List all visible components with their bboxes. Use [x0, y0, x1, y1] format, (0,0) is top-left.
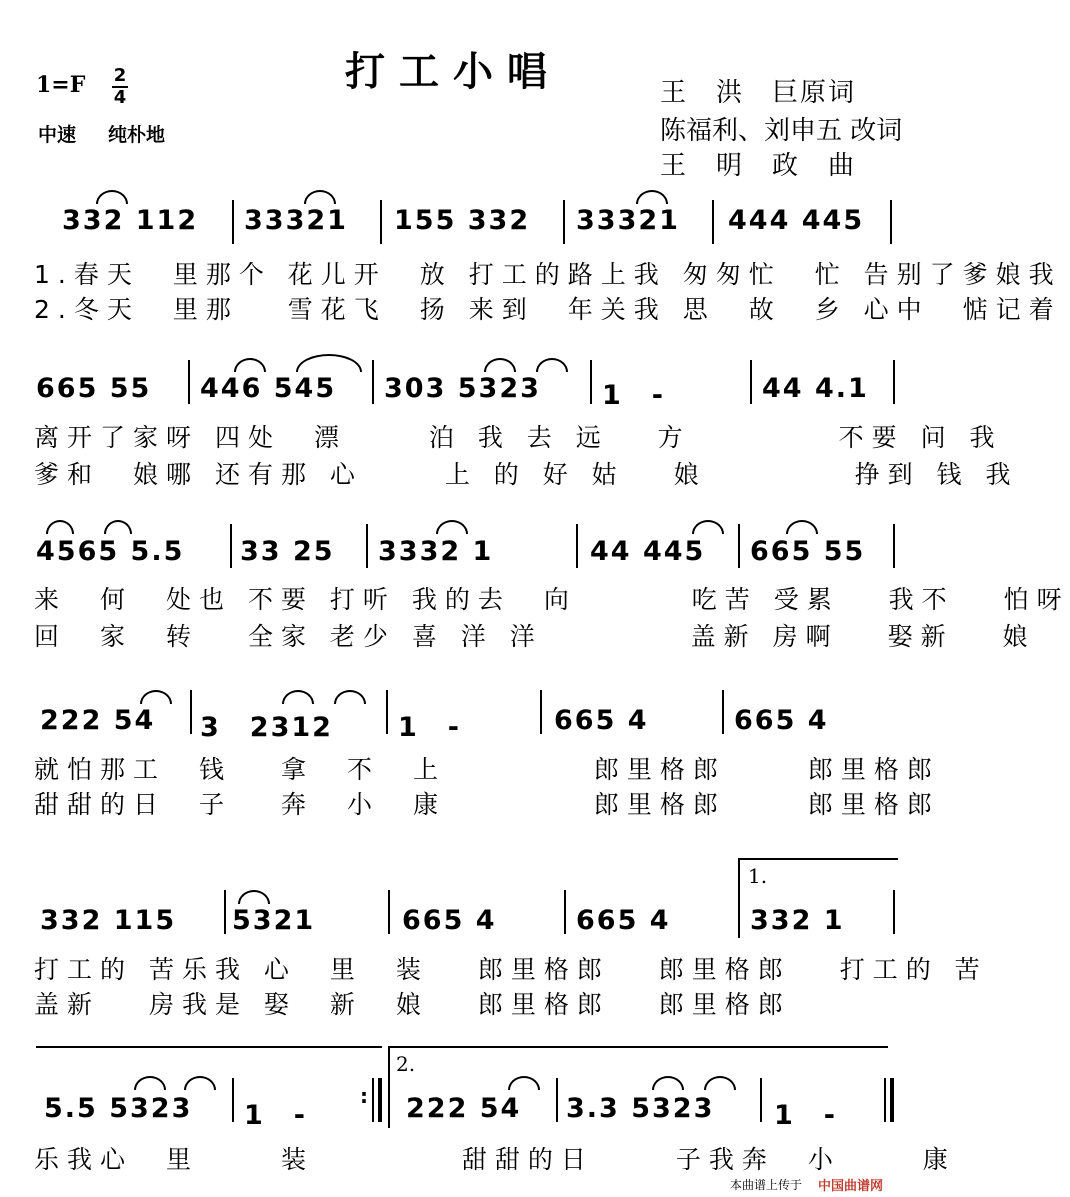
first-ending-label: 1.	[748, 864, 768, 888]
slur-mark	[436, 520, 468, 534]
lyrics-verse-1: 离开了家呀 四处 漂 泊 我 去 远 方 不要 问 我	[34, 423, 1003, 452]
slur-mark	[692, 520, 724, 534]
slur-mark	[484, 358, 516, 372]
site-logo: 中国曲谱网	[818, 1179, 884, 1194]
final-bar-line	[890, 1078, 894, 1122]
measure-notes: 3 2312	[200, 712, 333, 743]
slur-mark	[134, 1076, 166, 1090]
lyrics-verse-1: 来 何 处也 不要 打听 我的去 向 吃苦 受累 我不 怕呀	[34, 585, 1070, 614]
measure-notes: 33321	[244, 205, 348, 236]
bar-line	[366, 524, 368, 568]
bar-line	[722, 690, 724, 734]
slur-mark	[296, 354, 362, 372]
measure-notes: 5321	[232, 905, 316, 936]
measure-notes: 665 55	[36, 373, 152, 404]
upload-notice: 本曲谱上传于	[730, 1178, 803, 1192]
second-ending-label: 2.	[396, 1052, 416, 1076]
credit-composer: 王 明 政 曲	[660, 151, 857, 181]
slur-mark	[140, 690, 172, 704]
bar-line	[576, 524, 578, 568]
measure-notes: 3332 1	[378, 536, 494, 567]
meter-bottom: 4	[113, 87, 127, 108]
bar-line	[590, 360, 592, 404]
lyrics-verse-2: 甜甜的日 子 奔 小 康 郎里格郎 郎里格郎	[34, 790, 940, 819]
bar-line	[388, 890, 390, 934]
measure-notes: 222 54	[40, 705, 156, 736]
credit-original-lyricist: 王 洪 巨原词	[660, 78, 857, 108]
second-ending-left-edge	[388, 1046, 390, 1128]
bar-line	[893, 890, 895, 934]
measure-notes: 1 -	[398, 712, 461, 743]
measure-notes: 665 55	[750, 536, 866, 567]
slur-mark	[46, 520, 74, 534]
measure-notes: 33 25	[240, 536, 335, 567]
expression-marking: 纯朴地	[108, 124, 166, 146]
bar-line	[738, 524, 740, 568]
first-ending-continuation	[36, 1046, 382, 1048]
measure-notes: 332 1	[750, 905, 845, 936]
repeat-dots: :	[360, 1084, 368, 1108]
bar-line	[712, 200, 714, 244]
bar-line	[232, 1078, 234, 1122]
measure-notes: 444 445	[728, 205, 865, 236]
measure-notes: 332 115	[40, 905, 177, 936]
measure-notes: 4565 5.5	[36, 536, 185, 567]
measure-notes: 44 445	[590, 536, 706, 567]
measure-notes: 33321	[576, 205, 680, 236]
tempo-marking: 中速	[38, 124, 77, 146]
measure-notes: 665 4	[576, 905, 671, 936]
bar-line	[563, 200, 565, 244]
bar-line	[540, 690, 542, 734]
measure-notes: 5.5 5323	[44, 1093, 193, 1124]
bar-line	[556, 1078, 558, 1122]
lyrics-verse-2: 盖新 房我是 娶 新 娘 郎里格郎 郎里格郎	[34, 990, 791, 1019]
slur-mark	[652, 1076, 684, 1090]
measure-notes: 3.3 5323	[566, 1093, 715, 1124]
measure-notes: 155 332	[394, 205, 531, 236]
slur-mark	[234, 358, 266, 372]
slur-mark	[536, 358, 568, 372]
bar-line	[386, 690, 388, 734]
lyrics-verse-1: 乐我心 里 装 甜甜的日 子我奔 小 康	[34, 1145, 956, 1174]
bar-line-thick	[378, 1078, 382, 1122]
bar-line	[893, 360, 895, 404]
lyrics-verse-1: 1.春天 里那个 花儿开 放 打工的路上我 匆匆忙 忙 告别了爹娘我	[34, 260, 1062, 289]
measure-notes: 44 4.1	[762, 373, 869, 404]
bar-line	[232, 200, 234, 244]
measure-notes: 665 4	[402, 905, 497, 936]
credit-revising-lyricists: 陈福利、刘申五 改词	[660, 116, 903, 146]
measure-notes: 446 545	[200, 373, 337, 404]
slur-mark	[282, 690, 314, 704]
lyrics-verse-1: 打工的 苦乐我 心 里 装 郎里格郎 郎里格郎 打工的 苦	[34, 955, 988, 984]
bar-line	[224, 890, 226, 934]
bar-line	[760, 1078, 762, 1122]
first-ending-left-edge	[738, 858, 740, 938]
second-ending-bracket	[388, 1046, 888, 1048]
slur-mark	[184, 1076, 216, 1090]
slur-mark	[786, 520, 818, 534]
slur-mark	[636, 190, 668, 204]
bar-line	[372, 1078, 374, 1122]
measure-notes: 303 5323	[384, 373, 541, 404]
bar-line	[884, 1078, 886, 1122]
bar-line	[188, 360, 190, 404]
song-title: 打工小唱	[345, 49, 561, 95]
measure-notes: 222 54	[406, 1093, 522, 1124]
measure-notes: 1 -	[774, 1100, 837, 1131]
slur-mark	[238, 890, 270, 904]
measure-notes: 332 112	[62, 205, 199, 236]
bar-line	[564, 890, 566, 934]
measure-notes: 1 -	[602, 380, 665, 411]
slur-mark	[704, 1076, 736, 1090]
lyrics-verse-2: 回 家 转 全家 老少 喜 洋 洋 盖新 房啊 娶新 娘	[34, 622, 1036, 651]
first-ending-bracket	[738, 858, 898, 860]
meter-top: 2	[113, 65, 127, 86]
time-signature	[112, 66, 128, 108]
slur-mark	[334, 690, 366, 704]
slur-mark	[104, 520, 132, 534]
bar-line	[190, 690, 192, 734]
slur-mark	[304, 190, 336, 204]
bar-line	[890, 200, 892, 244]
measure-notes: 1 -	[244, 1100, 307, 1131]
lyrics-verse-2: 爹和 娘哪 还有那 心 上 的 好 姑 娘 挣到 钱 我	[34, 460, 1019, 489]
measure-notes: 665 4	[554, 705, 649, 736]
lyrics-verse-1: 就怕那工 钱 拿 不 上 郎里格郎 郎里格郎	[34, 755, 940, 784]
bar-line	[750, 360, 752, 404]
slur-mark	[96, 190, 128, 204]
bar-line	[230, 524, 232, 568]
measure-notes: 665 4	[734, 705, 829, 736]
bar-line	[380, 200, 382, 244]
key-signature: 1=F	[36, 72, 86, 98]
slur-mark	[508, 1076, 540, 1090]
lyrics-verse-2: 2.冬天 里那 雪花飞 扬 来到 年关我 思 故 乡 心中 惦记着	[34, 295, 1062, 324]
bar-line	[372, 360, 374, 404]
bar-line	[893, 524, 895, 568]
